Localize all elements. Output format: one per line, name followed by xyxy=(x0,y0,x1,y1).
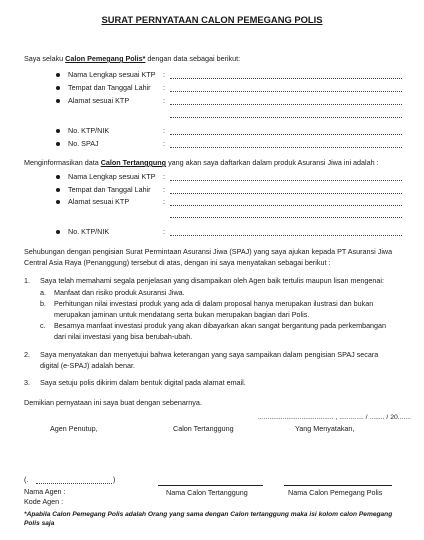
insured-address-field-line2[interactable] xyxy=(170,217,402,218)
insured-field-label: Alamat sesuai KTP xyxy=(68,197,130,206)
insured-field-label: Tempat dan Tanggal Lahir xyxy=(68,185,151,194)
field-colon: : xyxy=(163,139,165,148)
holder-field-label: Tempat dan Tanggal Lahir xyxy=(68,83,151,92)
insured-name-field[interactable] xyxy=(170,180,402,181)
declarer-signature-heading: Yang Menyatakan, xyxy=(295,424,355,433)
point-text: Saya setuju polis dikirim dalam bentuk digital pada alamat email. xyxy=(40,378,246,387)
field-colon: : xyxy=(163,227,165,236)
insured-intro xyxy=(24,158,379,167)
field-colon: : xyxy=(163,70,165,79)
holder-address-field[interactable] xyxy=(170,104,402,105)
insured-nik-field[interactable] xyxy=(170,235,402,236)
holder-intro-suffix: dengan data sebagai berikut: xyxy=(145,54,241,63)
date-place-field[interactable]: ........................................ , ............. / ........ / 20....... xyxy=(258,414,411,421)
agent-name-label: Nama Agen : xyxy=(24,487,66,496)
statement-line: Sehubungan dengan pengisian Surat Permintaan Asuransi Jiwa (SPAJ) yang saya ajukan kepada PT Asuransi Jiwa xyxy=(24,247,393,256)
bullet-icon xyxy=(56,129,60,133)
bullet-icon xyxy=(56,99,60,103)
agent-signature-heading: Agen Penutup, xyxy=(50,424,98,433)
subpoint-text: Manfaat dan risiko produk Asuransi Jiwa. xyxy=(54,288,185,297)
agent-code-label: Kode Agen : xyxy=(24,497,64,506)
holder-field-label: Nama Lengkap sesuai KTP xyxy=(68,70,156,79)
subpoint-letter: c. xyxy=(40,321,46,330)
subpoint-letter: b. xyxy=(40,299,46,308)
point-number: 2. xyxy=(24,350,30,359)
agent-paren-open: (. xyxy=(24,475,29,484)
point-number: 3. xyxy=(24,378,30,387)
point-text: digital (e-SPAJ) adalah benar. xyxy=(40,361,135,370)
agent-paren-close: ) xyxy=(113,475,116,484)
bullet-icon xyxy=(56,142,60,146)
holder-field-label: No. KTP/NIK xyxy=(68,126,110,135)
point-text: Saya menyatakan dan menyetujui bahwa keterangan yang saya sampaikan dalam pengisian SPAJ secara xyxy=(40,350,379,359)
holder-spaj-field[interactable] xyxy=(170,147,402,148)
insured-signature-line[interactable] xyxy=(158,485,263,486)
holder-name-label: Nama Calon Pemegang Polis xyxy=(288,488,383,497)
bullet-icon xyxy=(56,200,60,204)
insured-field-label: Nama Lengkap sesuai KTP xyxy=(68,172,156,181)
point-text: Saya telah memahami segala penjelasan yang disampaikan oleh Agen baik tertulis maupun lisan mengenai: xyxy=(40,276,385,285)
field-colon: : xyxy=(163,126,165,135)
field-colon: : xyxy=(163,83,165,92)
agent-signature-field[interactable] xyxy=(36,483,112,484)
field-colon: : xyxy=(163,185,165,194)
holder-intro-prefix: Saya selaku xyxy=(24,54,66,63)
holder-birth-field[interactable] xyxy=(170,91,402,92)
insured-intro-bold: Calon Tertanggung xyxy=(100,158,167,167)
field-colon: : xyxy=(163,172,165,181)
insured-intro-suffix: yang akan saya daftarkan dalam produk Asuransi Jiwa ini adalah : xyxy=(166,158,379,167)
bullet-icon xyxy=(56,86,60,90)
holder-signature-line[interactable] xyxy=(284,485,392,486)
insured-signature-heading: Calon Tertanggung xyxy=(173,424,234,433)
holder-nik-field[interactable] xyxy=(170,134,402,135)
point-number: 1. xyxy=(24,276,30,285)
subpoint-letter: a. xyxy=(40,288,46,297)
statement-line: Central Asia Raya (Penanggung) tersebut di atas, dengan ini saya menyatakan sebagai berikut : xyxy=(24,258,331,267)
field-colon: : xyxy=(163,197,165,206)
holder-field-label: No. SPAJ xyxy=(68,139,99,148)
subpoint-text: Besarnya manfaat investasi produk yang akan dibayarkan akan sangat bergantung pada perkembangan xyxy=(54,321,387,330)
subpoint-text: merupakan jaminan untuk mendatang serta bukan merupakan bagian dari Polis. xyxy=(54,310,310,319)
subpoint-text: dari nilai investasi yang bisa berubah-ubah. xyxy=(54,332,193,341)
holder-intro-bold: Calon Pemegang Polis* xyxy=(65,54,146,63)
footnote-line: Polis saja xyxy=(24,520,55,527)
footnote-line: *Apabila Calon Pemegang Polis adalah Orang yang sama dengan Calon tertanggung maka isi kolom calon Pemegang xyxy=(24,511,393,518)
holder-address-field-line2[interactable] xyxy=(170,117,402,118)
insured-field-label: No. KTP/NIK xyxy=(68,227,110,236)
bullet-icon xyxy=(56,230,60,234)
bullet-icon xyxy=(56,188,60,192)
closing-text: Demikian pernyataan ini saya buat dengan sebenarnya. xyxy=(24,398,202,407)
bullet-icon xyxy=(56,73,60,77)
page-title: SURAT PERNYATAAN CALON PEMEGANG POLIS xyxy=(101,14,323,25)
insured-address-field[interactable] xyxy=(170,205,402,206)
insured-intro-prefix: Menginformasikan data xyxy=(24,158,101,167)
subpoint-text: Perhitungan nilai investasi produk yang ada di dalam proposal hanya merupakan ilustrasi dan bukan xyxy=(54,299,374,308)
holder-name-field[interactable] xyxy=(170,78,402,79)
holder-field-label: Alamat sesuai KTP xyxy=(68,96,130,105)
holder-intro xyxy=(24,54,240,63)
insured-birth-field[interactable] xyxy=(170,193,402,194)
insured-name-label: Nama Calon Tertanggung xyxy=(166,488,248,497)
bullet-icon xyxy=(56,175,60,179)
field-colon: : xyxy=(163,96,165,105)
